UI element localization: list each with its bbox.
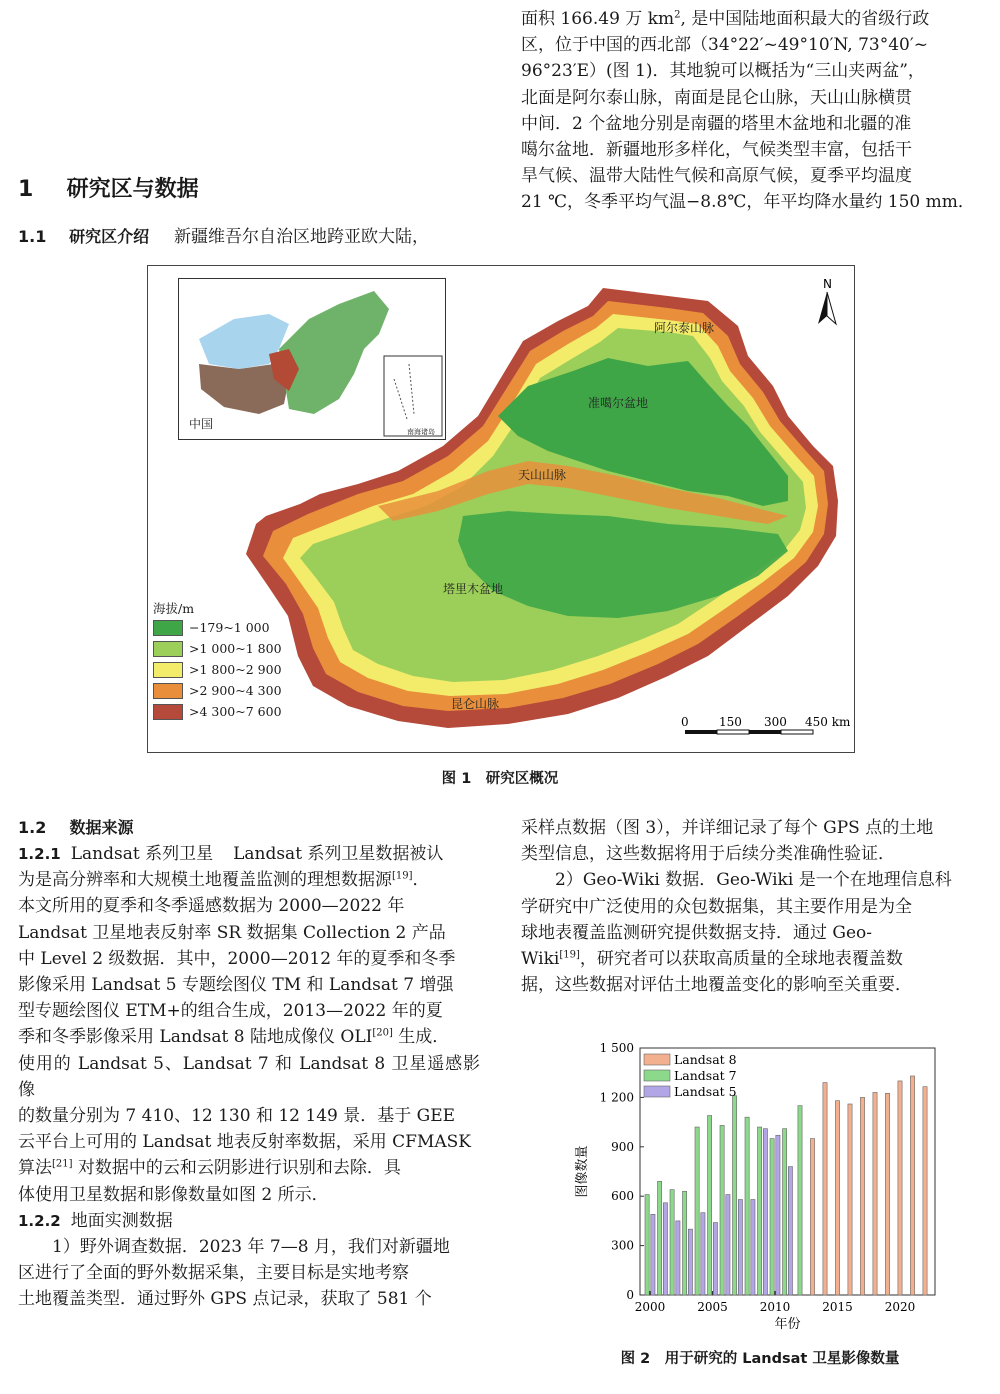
- subsection-title: 数据来源: [69, 818, 134, 837]
- scale-label: 150: [719, 715, 742, 729]
- bar: [708, 1116, 712, 1295]
- legend-item: [153, 680, 293, 701]
- figure-1-caption: 图 1 研究区概况: [441, 771, 559, 787]
- subsection-title: 研究区介绍: [69, 227, 150, 246]
- paragraph-line: 影像采用 Landsat 5 专题绘图仪 TM 和 Landsat 7 增强: [18, 975, 454, 996]
- paragraph-line: Landsat 卫星地表反射率 SR 数据集 Collection 2 产品: [18, 922, 446, 943]
- legend-swatch: [644, 1070, 670, 1081]
- y-tick-label: 1 500: [599, 1041, 634, 1055]
- bar: [910, 1076, 914, 1295]
- bar: [713, 1223, 717, 1295]
- legend-label: >1 800~2 900: [189, 662, 282, 677]
- bar: [651, 1214, 655, 1295]
- bar: [758, 1127, 762, 1295]
- bar: [688, 1229, 692, 1295]
- bar: [645, 1195, 649, 1295]
- china-region-east: [279, 291, 389, 414]
- paragraph-line: 96°23′E）(图 1)．其地貌可以概括为“三山夹两盆”，: [521, 61, 925, 82]
- bar: [860, 1097, 864, 1295]
- paragraph-line: 球地表覆盖监测研究提供数据支持．通过 Geo-: [521, 922, 873, 943]
- paragraph-line: 1）野外调查数据．2023 年 7—8 月，我们对新疆地: [52, 1237, 450, 1258]
- paragraph-line: 面积 166.49 万 $km^2$, 是中国陆地面积最大的省级行政: [521, 9, 930, 29]
- bar: [810, 1139, 814, 1295]
- bar: [885, 1093, 889, 1295]
- x-axis-label: 年份: [774, 1317, 801, 1332]
- legend-label: >2 900~4 300: [189, 683, 282, 698]
- paragraph-line: 类型信息，这些数据将用于后续分类准确性验证．: [521, 844, 895, 865]
- paragraph-line: 云平台上可用的 Landsat 地表反射率数据，采用 CFMASK: [18, 1132, 471, 1153]
- north-arrow-icon: [818, 277, 836, 324]
- paragraph-line: 季和冬季影像采用 Landsat 8 陆地成像仪 OLI[20] 生成．: [18, 1027, 450, 1048]
- bar: [788, 1167, 792, 1295]
- paragraph-line: 算法[21] 对数据中的云和云阴影进行识别和去除．具: [18, 1158, 401, 1179]
- x-tick-label: 2020: [884, 1300, 916, 1314]
- label-altai: 阿尔泰山脉: [654, 321, 715, 335]
- paragraph-line: 新疆维吾尔自治区地跨亚欧大陆，: [173, 227, 429, 247]
- bar: [658, 1181, 662, 1295]
- legend-item: [153, 659, 293, 680]
- label-tianshan: 天山山脉: [518, 468, 567, 482]
- scale-label: 450 km: [805, 715, 851, 729]
- inset-label-south-sea: 南海诸岛: [407, 428, 435, 436]
- legend-item: [153, 638, 293, 659]
- legend-label: >1 000~1 800: [189, 641, 282, 656]
- x-tick-label: 2005: [697, 1300, 728, 1314]
- subsection-number: 1.1: [18, 227, 47, 246]
- paragraph-line: 旱气候、温带大陆性气候和高原气候，夏季平均温度: [521, 166, 912, 187]
- legend-swatch: [644, 1086, 670, 1097]
- subsection-heading: [18, 815, 480, 841]
- bar: [873, 1092, 877, 1295]
- bar: [738, 1199, 742, 1295]
- paragraph-line: 体使用卫星数据和影像数量如图 2 所示．: [18, 1184, 329, 1205]
- bar: [701, 1213, 705, 1295]
- china-inset-map: [179, 279, 445, 439]
- legend-swatch: [153, 683, 183, 699]
- bar: [776, 1135, 780, 1295]
- legend-label: Landsat 8: [674, 1052, 737, 1067]
- right-column-top: [521, 6, 987, 216]
- bar: [763, 1129, 767, 1295]
- subsubsection-heading: [18, 1208, 480, 1234]
- bar: [695, 1127, 699, 1295]
- bar: [823, 1083, 827, 1295]
- paragraph-line: 为是高分辨率和大规模土地覆盖监测的理想数据源[19]．: [18, 870, 430, 891]
- bar: [751, 1199, 755, 1295]
- bar: [835, 1101, 839, 1295]
- x-tick-label: 2000: [634, 1300, 666, 1314]
- legend-label: >4 300~7 600: [189, 704, 282, 719]
- legend-swatch: [644, 1054, 670, 1065]
- y-tick-label: 900: [611, 1139, 634, 1154]
- paragraph-line: [18, 841, 480, 867]
- subsubsection-title: 地面实测数据: [70, 1210, 173, 1231]
- legend-swatch: [153, 620, 183, 636]
- legend-swatch: [153, 641, 183, 657]
- legend-item: [153, 617, 293, 638]
- bar: [683, 1191, 687, 1295]
- bar: [898, 1081, 902, 1295]
- section-title: 研究区与数据: [66, 177, 199, 202]
- paragraph-line: 使用的 Landsat 5、Landsat 7 和 Landsat 8 卫星遥感影像: [18, 1053, 480, 1100]
- south-sea-inset: [384, 356, 442, 436]
- x-tick-label: 2015: [822, 1300, 853, 1314]
- y-tick-label: 0: [626, 1288, 634, 1302]
- legend-swatch: [153, 704, 183, 720]
- figure-1-frame: [147, 265, 855, 753]
- label-kunlun: 昆仑山脉: [451, 697, 500, 711]
- paragraph-text: Landsat 系列卫星数据被认: [233, 844, 444, 864]
- paragraph-line: 21 ℃，冬季平均气温−8.8℃，年平均降水量约 150 mm．: [521, 192, 975, 213]
- legend-title: 海拔/m: [153, 601, 195, 616]
- label-junggar: 准噶尔盆地: [588, 396, 649, 410]
- paragraph-line: 区，位于中国的西北部（34°22′~49°10′N, 73°40′~: [521, 35, 928, 56]
- bar: [733, 1096, 737, 1295]
- paragraph-line: 型专题绘图仪 ETM+的组合生成，2013—2022 年的夏: [18, 1001, 443, 1022]
- legend-label: −179~1 000: [189, 620, 270, 635]
- paragraph-line: Wiki[19]，研究者可以获取高质量的全球地表覆盖数: [521, 949, 903, 970]
- elevation-legend: [153, 599, 293, 722]
- paragraph-line: 据，这些数据对评估土地覆盖变化的影响至关重要．: [521, 975, 912, 996]
- bar: [670, 1190, 674, 1295]
- section-heading: [18, 172, 199, 203]
- y-axis-label: 图像数量: [575, 1145, 590, 1198]
- bar: [676, 1221, 680, 1295]
- bar: [783, 1129, 787, 1295]
- label-tarim: 塔里木盆地: [443, 582, 504, 596]
- bar: [726, 1195, 730, 1295]
- subsubsection-number: 1.2.2: [18, 1211, 61, 1230]
- subsubsection-number: 1.2.1: [18, 845, 61, 863]
- paragraph-line: 2）Geo-Wiki 数据．Geo-Wiki 是一个在地理信息科: [555, 870, 952, 891]
- paragraph-line: 北面是阿尔泰山脉，南面是昆仑山脉，天山山脉横贯: [521, 87, 912, 108]
- y-tick-label: 600: [611, 1189, 634, 1204]
- paragraph-line: 中 Level 2 级数据．其中，2000—2012 年的夏季和冬季: [18, 948, 456, 969]
- right-column-bottom: [521, 815, 987, 998]
- paragraph-line: 噶尔盆地．新疆地形多样化，气候类型丰富，包括干: [521, 140, 912, 161]
- legend-label: Landsat 5: [674, 1084, 737, 1099]
- inset-label-china: 中国: [189, 417, 214, 431]
- legend-swatch: [153, 662, 183, 678]
- subsection-number: 1.2: [18, 818, 47, 837]
- paragraph-line: 区进行了全面的野外数据采集，主要目标是实地考察: [18, 1263, 409, 1284]
- scale-bar: [681, 715, 851, 734]
- bar: [720, 1125, 724, 1295]
- bar: [848, 1104, 852, 1295]
- y-tick-label: 1 200: [599, 1090, 634, 1105]
- bar: [663, 1203, 667, 1295]
- bar: [923, 1087, 927, 1295]
- section-number: 1: [18, 177, 34, 202]
- paragraph-line: 土地覆盖类型．通过野外 GPS 点记录，获取了 581 个: [18, 1289, 432, 1310]
- subsubsection-title: Landsat 系列卫星: [70, 844, 214, 864]
- paragraph-line: 中间．2 个盆地分别是南疆的塔里木盆地和北疆的准: [521, 113, 912, 134]
- north-letter: N: [823, 277, 832, 291]
- legend-label: Landsat 7: [674, 1068, 737, 1083]
- china-inset: [178, 278, 446, 440]
- bar: [745, 1117, 749, 1295]
- landsat-image-count-chart: [560, 1040, 960, 1340]
- bar: [798, 1106, 802, 1295]
- paragraph-line: 的数量分别为 7 410、12 130 和 12 149 景．基于 GEE: [18, 1106, 456, 1127]
- x-tick-label: 2010: [759, 1300, 791, 1314]
- y-tick-label: 300: [611, 1238, 634, 1253]
- left-column: [18, 815, 480, 1313]
- subsection-heading: [18, 222, 429, 247]
- scale-label: 0: [681, 715, 689, 729]
- paragraph-line: 学研究中广泛使用的众包数据集，其主要作用是为全: [521, 896, 912, 917]
- paragraph-line: 本文所用的夏季和冬季遥感数据为 2000—2022 年: [18, 896, 405, 917]
- figure-2-caption: 图 2 用于研究的 Landsat 卫星影像数量: [620, 1351, 900, 1367]
- paragraph-line: 采样点数据（图 3），并详细记录了每个 GPS 点的土地: [521, 818, 934, 838]
- legend-item: [153, 701, 293, 722]
- scale-label: 300: [764, 715, 787, 729]
- bar: [770, 1139, 774, 1295]
